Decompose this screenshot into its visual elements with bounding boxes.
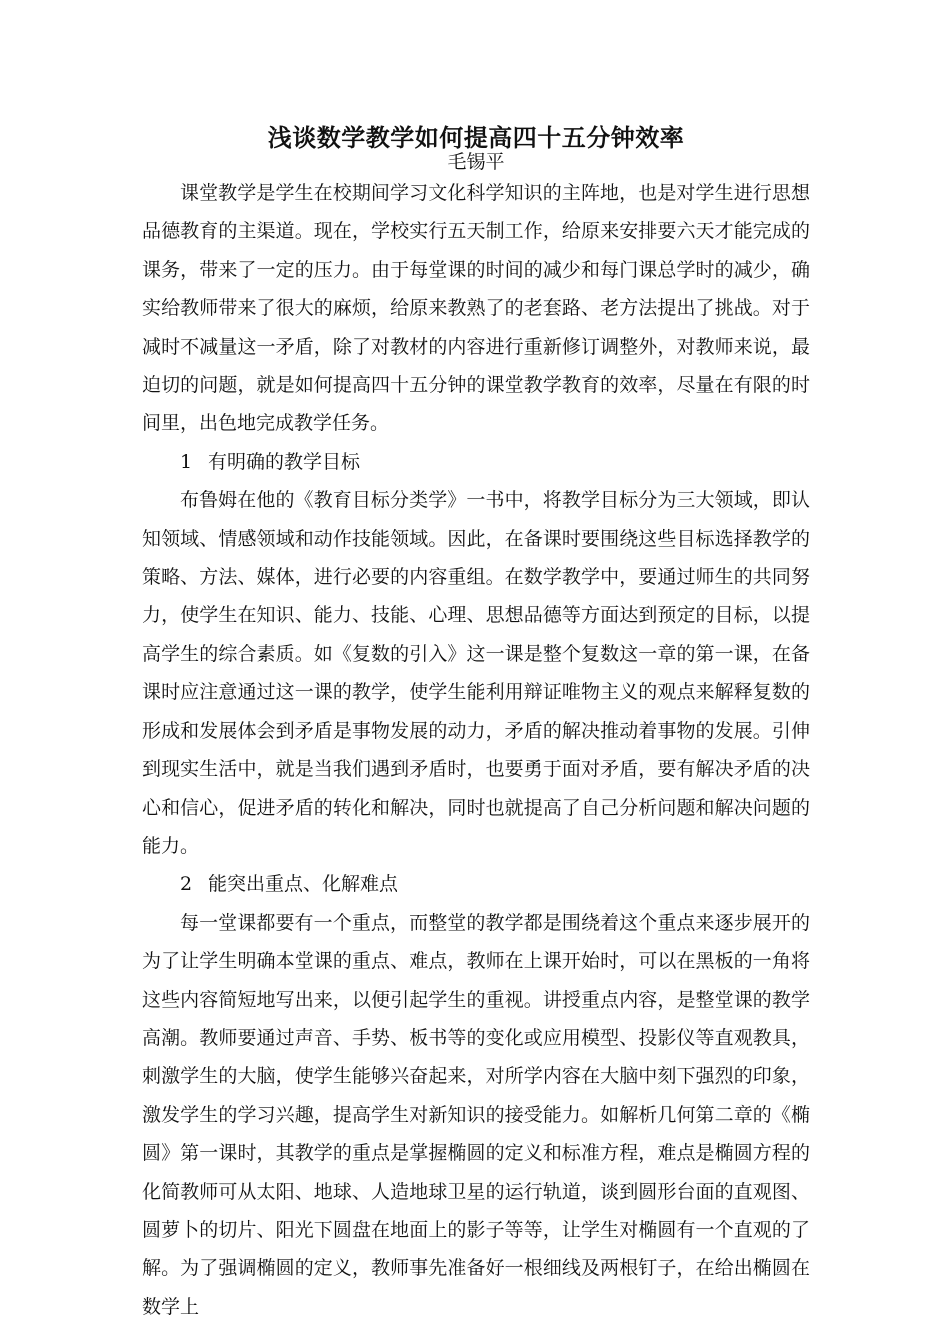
section-paragraph: 每一堂课都要有一个重点，而整堂的教学都是围绕着这个重点来逐步展开的为了让学生明确本堂课的重点、难点，教师在上课开始时，可以在黑板的一角将这些内容简短地写出来，以便引起学生的重视。讲授重点内容，是整堂课的教学高潮。教师要通过声音、手势、板书等的变化或应用模型、投影仪等直观教具，刺激学生的大脑，使学生能够兴奋起来，对所学内容在大脑中刻下强烈的印象，激发学生的学习兴趣，提高学生对新知识的接受能力。如解析几何第二章的《椭圆》第一课时，其教学的重点是掌握椭圆的定义和标准方程，难点是椭圆方程的化简教师可从太阳、地球、人造地球卫星的运行轨道，谈到圆形台面的直观图、圆萝卜的切片、阳光下圆盘在地面上的影子等等，让学生对椭圆有一个直观的了解。为了强调椭圆的定义，教师事先准备好一根细线及两根钉子，在给出椭圆在数学上 bbox=[142, 911, 810, 1318]
document-title: 浅谈数学教学如何提高四十五分钟效率 bbox=[267, 123, 685, 152]
section-paragraph: 布鲁姆在他的《教育目标分类学》一书中，将教学目标分为三大领域，即认知领域、情感领域和动作技能领域。因此，在备课时要围绕这些目标选择教学的策略、方法、媒体，进行必要的内容重组。在数学教学中，要通过师生的共同努力，使学生在知识、能力、技能、心理、思想品德等方面达到预定的目标，以提高学生的综合素质。如《复数的引入》这一课是整个复数这一章的第一课，在备课时应注意通过这一课的教学，使学生能利用辩证唯物主义的观点来解释复数的形成和发展体会到矛盾是事物发展的动力，矛盾的解决推动着事物的发展。引伸到现实生活中，就是当我们遇到矛盾时，也要勇于面对矛盾，要有解决矛盾的决心和信心，促进矛盾的转化和解决，同时也就提高了自己分析问题和解决问题的能力。 bbox=[142, 489, 810, 857]
section-heading bbox=[142, 443, 810, 481]
section-number: 1 bbox=[180, 450, 193, 473]
intro-paragraph: 课堂教学是学生在校期间学习文化科学知识的主阵地，也是对学生进行思想品德教育的主渠道。现在，学校实行五天制工作，给原来安排要六天才能完成的课务，带来了一定的压力。由于每堂课的时间的减少和每门课总学时的减少，确实给教师带来了很大的麻烦，给原来教熟了的老套路、老方法提出了挑战。对于减时不减量这一矛盾，除了对教材的内容进行重新修订调整外，对教师来说，最迫切的问题，就是如何提高四十五分钟的课堂教学教育的效率，尽量在有限的时间里，出色地完成教学任务。 bbox=[142, 182, 810, 435]
document-author: 毛锡平 bbox=[447, 151, 505, 173]
section-heading-text: 有明确的教学目标 bbox=[208, 450, 361, 473]
section-heading bbox=[142, 865, 810, 903]
document-page bbox=[142, 118, 810, 1326]
section-heading-text: 能突出重点、化解难点 bbox=[208, 873, 399, 896]
section-number: 2 bbox=[180, 873, 193, 896]
